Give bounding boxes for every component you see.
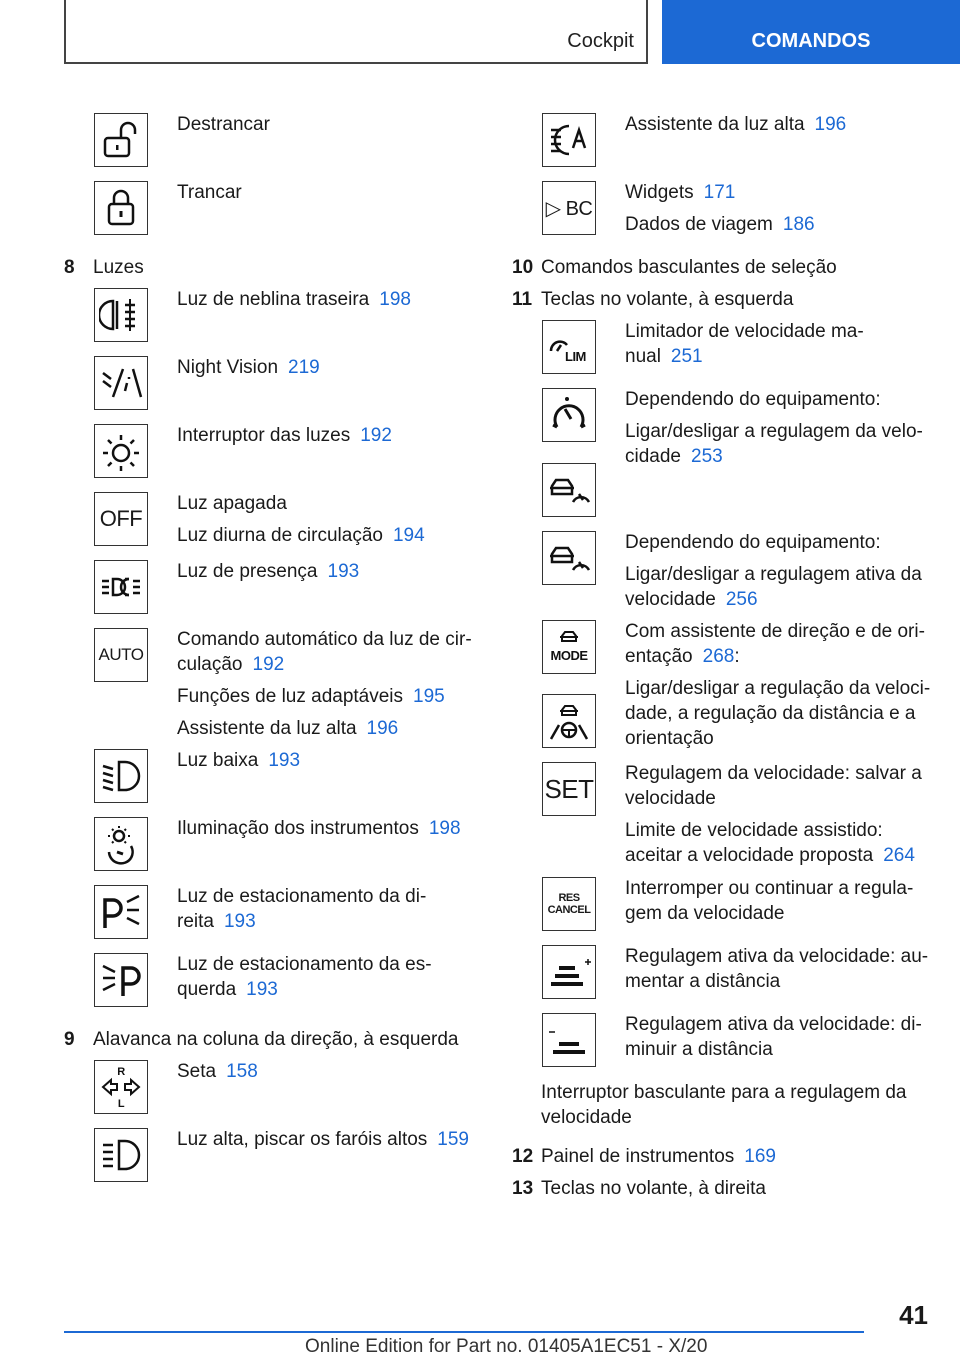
- low-beam-icon: [94, 749, 148, 803]
- parking-light-right-label-line2: reita 193: [177, 911, 256, 932]
- footer-divider: [64, 1331, 864, 1333]
- high-beam-assistant-icon: [542, 113, 596, 167]
- item-number-12: 12: [512, 1146, 534, 1167]
- driving-assistant-label-line2: entação 268:: [625, 646, 740, 667]
- widgets-label: Widgets 171: [625, 182, 736, 203]
- driving-assistant-label-line1: Com assistente de direção e de ori-: [625, 621, 925, 642]
- speed-limit-assist-label-line1: Limite de velocidade assistido:: [625, 820, 883, 841]
- night-vision-label: Night Vision 219: [177, 357, 320, 378]
- high-beam-label: Luz alta, piscar os faróis altos 159: [177, 1129, 469, 1150]
- parking-light-right-icon: [94, 885, 148, 939]
- speed-limiter-label-line2: nual 251: [625, 346, 703, 367]
- lights-off-icon: OFF: [94, 492, 148, 546]
- parking-light-left-label-line2: querda 193: [177, 979, 278, 1000]
- resume-cancel-icon: [542, 877, 596, 931]
- distance-plus-icon: [542, 945, 596, 999]
- distance-decrease-label-line2: minuir a distância: [625, 1039, 773, 1060]
- instrument-cluster-label: Painel de instrumentos 169: [541, 1146, 776, 1167]
- steering-wheel-right-heading: Teclas no volante, à direita: [541, 1178, 766, 1199]
- high-beam-assistant-right-label: Assistente da luz alta 196: [625, 114, 847, 135]
- rear-fog-light-label: Luz de neblina traseira 198: [177, 289, 411, 310]
- speed-limiter-icon: [542, 320, 596, 374]
- svg-text:R: R: [117, 1066, 125, 1078]
- daytime-running-light-label: Luz diurna de circulação 194: [177, 525, 425, 546]
- rocker-speed-label-line2: velocidade: [541, 1107, 632, 1128]
- turn-signal-label: Seta 158: [177, 1061, 258, 1082]
- driving-assistant-icon: [542, 694, 596, 748]
- low-beam-label: Luz baixa 193: [177, 750, 301, 771]
- set-speed-label-line2: velocidade: [625, 788, 716, 809]
- bc-button-icon: ▷ BC: [542, 181, 596, 235]
- parking-light-label: Luz de presença 193: [177, 561, 360, 582]
- rocker-switches-heading: Comandos basculantes de seleção: [541, 257, 837, 278]
- unlock-icon: [94, 113, 148, 167]
- resume-label-line2: gem da velocidade: [625, 903, 785, 924]
- distance-minus-icon: [542, 1013, 596, 1067]
- section-title: Cockpit: [567, 30, 634, 52]
- item-number-10: 10: [512, 257, 534, 278]
- driving-assistant-desc-line2: dade, a regulação da distância e a: [625, 703, 916, 724]
- cruise-control-icon: [542, 388, 596, 442]
- high-beam-icon: [94, 1128, 148, 1182]
- set-icon: SET: [542, 762, 596, 816]
- parking-light-right-label-line1: Luz de estacionamento da di-: [177, 886, 427, 907]
- speed-limit-assist-label-line2: aceitar a velocidade proposta 264: [625, 845, 915, 866]
- set-speed-label-line1: Regulagem da velocidade: salvar a: [625, 763, 922, 784]
- active-cruise-label-line2: velocidade 256: [625, 589, 758, 610]
- item-number-13: 13: [512, 1178, 534, 1199]
- svg-text:L: L: [117, 1098, 125, 1109]
- rear-fog-light-icon: [94, 288, 148, 342]
- parking-light-left-icon: [94, 953, 148, 1007]
- parking-light-icon: [94, 560, 148, 614]
- auto-light-icon: AUTO: [94, 628, 148, 682]
- instrument-lighting-icon: [94, 817, 148, 871]
- cruise-control-label-line2: cidade 253: [625, 446, 723, 467]
- item-number-11: 11: [512, 289, 533, 310]
- online-edition-text: Online Edition for Part no. 01405A1EC51 - X/20: [305, 1336, 708, 1357]
- driving-assistant-desc-line3: orientação: [625, 728, 714, 749]
- speed-limiter-label-line1: Limitador de velocidade ma-: [625, 321, 864, 342]
- parking-light-left-label-line1: Luz de estacionamento da es-: [177, 954, 432, 975]
- steering-lever-heading: Alavanca na coluna da direção, à esquerda: [93, 1029, 459, 1050]
- lights-off-label: Luz apagada: [177, 493, 287, 514]
- resume-label-line1: Interromper ou continuar a regula-: [625, 878, 914, 899]
- item-number-8: 8: [64, 257, 75, 278]
- steering-wheel-left-heading: Teclas no volante, à esquerda: [541, 289, 794, 310]
- adaptive-light-label: Funções de luz adaptáveis 195: [177, 686, 445, 707]
- distance-increase-label-line1: Regulagem ativa da velocidade: au-: [625, 946, 929, 967]
- distance-cruise-icon-b: [542, 531, 596, 585]
- depends-equipment-1: Dependendo do equipamento:: [625, 389, 881, 410]
- lights-heading: Luzes: [93, 257, 144, 278]
- distance-increase-label-line2: mentar a distância: [625, 971, 781, 992]
- turn-signal-icon: [94, 1060, 148, 1114]
- cancel-text: CANCEL: [547, 904, 591, 916]
- svg-text:LIM: LIM: [565, 349, 586, 364]
- svg-text:MODE: MODE: [550, 648, 588, 663]
- night-vision-icon: [94, 356, 148, 410]
- depends-equipment-2: Dependendo do equipamento:: [625, 532, 881, 553]
- header-section-box: [64, 0, 648, 64]
- auto-light-label-line2: culação 192: [177, 654, 285, 675]
- lock-icon: [94, 181, 148, 235]
- high-beam-assistant-label: Assistente da luz alta 196: [177, 718, 399, 739]
- mode-icon: [542, 620, 596, 674]
- active-cruise-label-line1: Ligar/desligar a regulagem ativa da: [625, 564, 922, 585]
- light-switch-icon: [94, 424, 148, 478]
- item-number-9: 9: [64, 1029, 75, 1050]
- header-chapter-tab: [662, 0, 960, 64]
- auto-light-label-line1: Comando automático da luz de cir-: [177, 629, 472, 650]
- lock-label: Trancar: [177, 182, 242, 203]
- resume-text: RES: [558, 892, 580, 904]
- distance-decrease-label-line1: Regulagem ativa da velocidade: di-: [625, 1014, 922, 1035]
- rocker-speed-label-line1: Interruptor basculante para a regulagem da: [541, 1082, 907, 1103]
- light-switch-label: Interruptor das luzes 192: [177, 425, 392, 446]
- unlock-label: Destrancar: [177, 114, 270, 135]
- driving-assistant-desc-line1: Ligar/desligar a regulação da veloci-: [625, 678, 931, 699]
- chapter-title: COMANDOS: [751, 30, 871, 52]
- trip-data-label: Dados de viagem 186: [625, 214, 815, 235]
- page-number: 41: [899, 1300, 928, 1330]
- cruise-control-label-line1: Ligar/desligar a regulagem da velo-: [625, 421, 923, 442]
- instrument-lighting-label: Iluminação dos instrumentos 198: [177, 818, 461, 839]
- distance-cruise-icon-a: [542, 463, 596, 517]
